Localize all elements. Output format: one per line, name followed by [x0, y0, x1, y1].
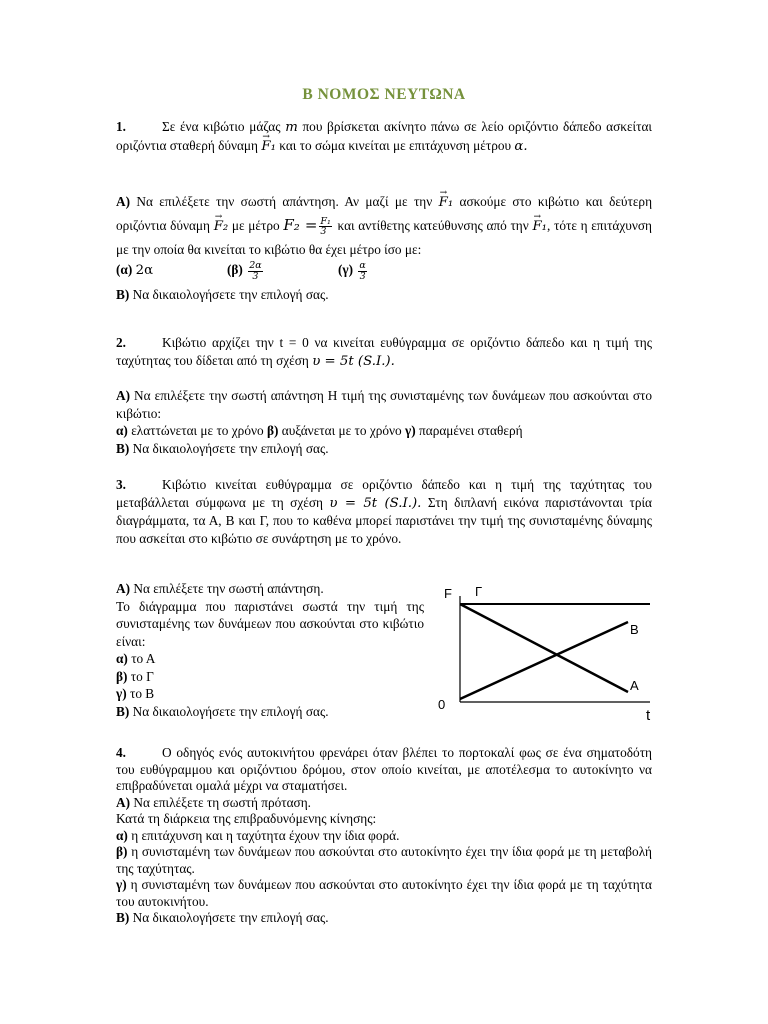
question-number: 1.	[116, 119, 126, 134]
question-4: 4. Ο οδηγός ενός αυτοκινήτου φρενάρει όταν βλέπει το πορτοκαλί φως σε ένα σηματοδότη του ευθύγραμμου και οριζόντιου δρόμου, στον οποίο κινείται, με αποτέλεσμα το αυτοκίνητο να επιβραδύνεται ομαλά μέχρι να σταματήσει. Α) Να επιλέξετε τη σωστή πρόταση. Κατά τη διάρκεια της επιβραδυνόμενης κίνησης: α) η επιτάχυνση και η ταχύτητα έχουν την ίδια φορά. β) η συνισταμένη των δυνάμεων που ασκούνται στο αυτοκίνητο έχει την ίδια φορά με τη μεταβολή της ταχύτητας. γ) η συνισταμένη των δυνάμεων που ασκούνται στο αυτοκίνητο έχει την ίδια φορά με τη ταχύτητα του αυτοκινήτου. Β) Να δικαιολογήσετε την επιλογή σας.	[116, 745, 652, 925]
question-1-options: (α) 2α (β) $\frac{2\alpha}{3}$ (γ) $\frac{\alpha}{3}$	[116, 260, 366, 282]
question-3: 3. Κιβώτιο κινείται ευθύγραμμα σε οριζόντιο δάπεδο και η τιμή της ταχύτητας του μεταβάλλεται σύμφωνα με τη σχέση υ = 5t (S.I.). Στη διπλανή εικόνα παριστάνονται τρία διαγράμματα, τα Α, Β και Γ, που το καθένα μπορεί παριστάνει την τιμή της συνισταμένης δύναμης που ασκείται στο κιβώτιο σε συνάρτηση με το χρόνο.	[116, 477, 652, 546]
x-axis-label: t	[646, 707, 651, 722]
y-axis-label: F	[444, 586, 452, 601]
question-1-part-a: Α) Να επιλέξετε την σωστή απάντηση. Αν μαζί με την → F₁ ασκούμε στο κιβώτιο και δεύτερη οριζόντια δύναμη → F₂ με μέτρο F₂ = $\frac{\text{F₁}}{3}$ και αντίθετης κατεύθυνσης από την → F₁, τότε η επιτάχυνση με την οποία θα κινείται το κιβώτιο θα έχει μέτρο ίσο με:	[116, 190, 652, 261]
force-f1: → F₁	[261, 138, 276, 156]
question-2: 2. Κιβώτιο αρχίζει την t = 0 να κινείται ευθύγραμμα σε οριζόντιο δάπεδο και η τιμή της ταχύτητας του δίδεται από τη σχέση υ = 5t (S.I.).	[116, 335, 652, 369]
line-a-label: Α	[630, 678, 639, 693]
question-1: 1. Σε ένα κιβώτιο μάζας m που βρίσκεται ακίνητο πάνω σε λείο οριζόντιο δάπεδο ασκείται οριζόντια σταθερή δύναμη → F₁ και το σώμα κινείται με επιτάχυνση μέτρου α.	[116, 118, 652, 155]
question-1-part-b: Β) Να δικαιολογήσετε την επιλογή σας.	[116, 287, 329, 302]
line-a	[460, 604, 628, 692]
question-3-part-a: Α) Να επιλέξετε την σωστή απάντηση. Το διάγραμμα που παριστάνει σωστά την τιμή της συνισταμένης των δυνάμεων που ασκούνται στο κιβώτιο είναι: α) το Α β) το Γ γ) το Β Β) Να δικαιολογήσετε την επιλογή σας.	[116, 581, 424, 719]
origin-label: 0	[438, 697, 446, 712]
fraction: $\frac{\text{F₁}}{3}$	[320, 215, 331, 238]
page-title: Β ΝΟΜΟΣ ΝΕΥΤΩΝΑ	[302, 86, 466, 103]
line-b-label: Β	[630, 622, 639, 637]
line-gamma-label: Γ	[475, 584, 483, 599]
line-b	[460, 622, 628, 699]
question-2-part-a: Α) Να επιλέξετε την σωστή απάντηση Η τιμή της συνισταμένης των δυνάμεων που ασκούνται στο κιβώτιο: α) ελαττώνεται με το χρόνο β) αυξάνεται με το χρόνο γ) παραμένει σταθερή Β) Να δικαιολογήσετε την επιλογή σας.	[116, 388, 652, 456]
force-time-graph	[428, 582, 664, 722]
